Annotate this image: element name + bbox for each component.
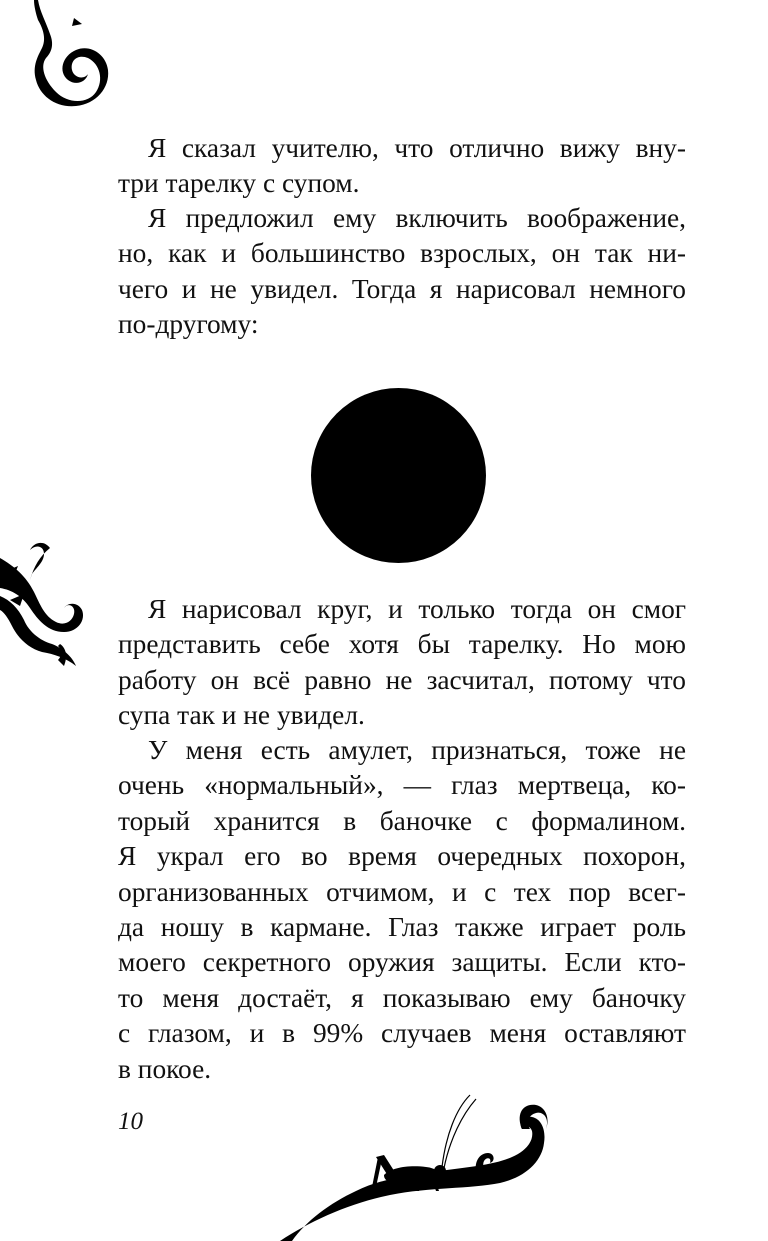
text-line: супа так и не увидел. bbox=[118, 700, 365, 731]
text-line: да ношу в кармане. Глаз также играет роль bbox=[118, 911, 686, 942]
text-line: У меня есть амулет, признаться, тоже не bbox=[148, 735, 686, 765]
text-line: Я предложил ему включить воображение, bbox=[148, 203, 686, 233]
text-line: Я украл его во время очередных похорон, bbox=[118, 841, 686, 872]
text-line: представить себе хотя бы тарелку. Но мою bbox=[118, 629, 686, 660]
paragraph-2 bbox=[118, 201, 686, 343]
text-line: три тарелку с супом. bbox=[118, 168, 360, 199]
text-line: очень «нормальный», — глаз мертвеца, ко- bbox=[118, 770, 686, 801]
text-line: Я нарисовал круг, и только тогда он смог bbox=[148, 594, 686, 624]
text-line: организованных отчимом, и с тех пор всег- bbox=[118, 876, 686, 907]
paragraph-3 bbox=[118, 592, 686, 734]
text-line: торый хранится в баночке с формалином. bbox=[118, 805, 686, 836]
text-line: но, как и большинство взрослых, он так ни- bbox=[118, 238, 686, 269]
page-number: 10 bbox=[118, 1108, 143, 1135]
text-line: по-другому: bbox=[118, 309, 259, 340]
paragraph-4 bbox=[118, 733, 686, 1087]
curled-vine-ornament bbox=[30, 0, 110, 110]
text-line: то меня достаёт, я показываю ему баночку bbox=[118, 982, 686, 1013]
text-line: с глазом, и в 99% случаев меня оставляют bbox=[118, 1018, 686, 1049]
thorny-branch-ornament bbox=[0, 536, 100, 666]
text-line: Я сказал учителю, что отлично вижу вну- bbox=[148, 133, 686, 163]
text-line: моего секретного оружия защиты. Если кто- bbox=[118, 947, 686, 978]
text-line: чего и не увидел. Тогда я нарисовал немного bbox=[118, 273, 686, 304]
text-line: работу он всё равно не засчитал, потому что bbox=[118, 664, 686, 695]
branch-with-cricket-ornament bbox=[280, 1095, 560, 1241]
text-line: в покое. bbox=[118, 1053, 212, 1084]
paragraph-1 bbox=[118, 131, 686, 202]
black-circle-illustration bbox=[311, 388, 486, 563]
